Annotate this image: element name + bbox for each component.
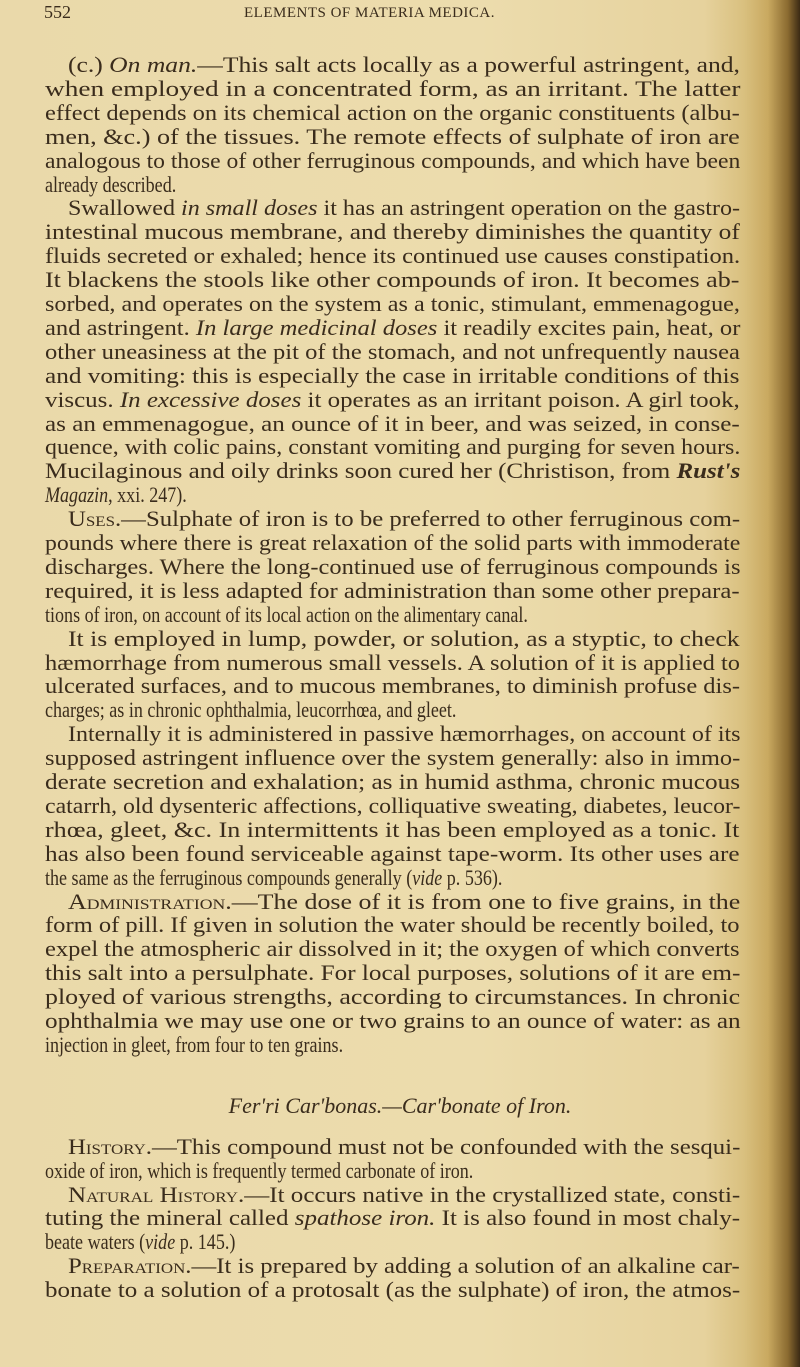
text-segment: has also been found serviceable against tape-worm. Its other uses are <box>45 840 740 866</box>
text-segment: It is also found in most chaly- <box>435 1205 741 1231</box>
text-segment: effect depends on its chemical action on the organic constituents (albu- <box>45 99 740 125</box>
text-segment: analogous to those of other ferruginous compounds, and which have been <box>45 147 741 173</box>
text-segment: the same as the ferruginous compounds generally ( <box>45 864 413 890</box>
text-line <box>68 1135 740 1159</box>
text-segment: derate secretion and exhalation; as in humid asthma, chronic mucous <box>45 769 741 794</box>
text-segment: and astringent. <box>45 314 196 340</box>
text-segment: and vomiting: this is especially the case in irritable conditions of this <box>45 362 740 388</box>
text-segment: discharges. Where the long-continued use of ferruginous compounds is <box>45 553 741 579</box>
text-segment: It is employed in lump, powder, or solution, as a styptic, to check <box>68 625 740 651</box>
text-segment: Magazin <box>45 482 109 508</box>
text-line <box>45 985 740 1009</box>
text-segment: expel the atmospheric air dissolved in it; the oxygen of which converts <box>45 936 740 962</box>
text-segment: as an emmenagogue, an ounce of it in beer, and was seized, in conse- <box>45 410 740 436</box>
text-line <box>45 412 740 436</box>
text-line <box>45 316 740 340</box>
text-line <box>45 579 740 603</box>
text-line <box>45 1230 235 1254</box>
text-segment: men, &c.) of the tissues. The remote effects of sulphate of iron are <box>45 123 740 149</box>
text-segment: .—Sulphate of iron is to be preferred to other ferruginous com- <box>114 506 741 532</box>
running-title: ELEMENTS OF MATERIA MEDICA. <box>244 5 496 21</box>
text-line <box>45 483 187 507</box>
text-segment: when employed in a concentrated form, as an irritant. The latter <box>45 75 741 101</box>
text-segment: Natural History <box>68 1181 239 1207</box>
text-segment: .—It occurs native in the crystallized state, consti- <box>238 1181 741 1207</box>
text-segment: ployed of various strengths, according to circumstances. In chronic <box>45 984 741 1010</box>
text-segment: Swallowed <box>68 195 182 221</box>
text-line <box>45 1033 343 1057</box>
text-segment: —This salt acts locally as a powerful astringent, and, <box>197 52 740 77</box>
text-segment: it operates as an irritant poison. A girl took, <box>301 386 740 412</box>
text-segment: it has an astringent operation on the gastro- <box>317 195 741 221</box>
text-segment: (c.) <box>68 52 110 77</box>
text-segment: vide <box>412 864 443 890</box>
text-line <box>45 459 740 483</box>
text-line <box>45 794 740 818</box>
text-segment: in small doses <box>181 195 318 221</box>
text-line <box>45 674 740 698</box>
text-line <box>68 1254 740 1278</box>
text-line <box>45 173 176 197</box>
text-segment: ophthalmia we may use one or two grains to an ounce of water: as an <box>45 1008 741 1033</box>
text-segment: bonate to a solution of a protosalt (as the sulphate) of iron, the atmos- <box>45 1276 741 1302</box>
text-segment: Preparation <box>68 1253 186 1278</box>
text-segment: charges; as in chronic ophthalmia, leucorrhœa, and gleet. <box>45 697 457 723</box>
text-segment: Internally it is administered in passive hæmorrhages, on account of its <box>68 721 741 747</box>
text-segment: .—This compound must not be confounded with the sesqui- <box>145 1134 741 1159</box>
text-segment: Administration <box>68 888 226 914</box>
text-line <box>45 913 740 937</box>
text-segment: already described. <box>45 171 177 197</box>
text-segment: p. 145.) <box>175 1229 236 1255</box>
text-line <box>45 866 502 890</box>
text-line <box>45 531 740 555</box>
text-line <box>45 937 740 961</box>
text-line <box>45 388 740 412</box>
text-line <box>68 722 741 746</box>
text-segment: It blackens the stools like other compounds of iron. It becomes ab- <box>45 267 740 293</box>
text-line <box>45 1206 740 1230</box>
text-segment: supposed astringent influence over the system generally: also in immo- <box>45 745 741 771</box>
text-segment: tions of iron, on account of its local action on the alimentary canal. <box>45 601 528 627</box>
section-title: Fer'ri Car'bonas.—Car'bonate of Iron. <box>228 1093 572 1118</box>
text-segment: spathose iron. <box>294 1205 436 1231</box>
text-line <box>45 770 740 794</box>
text-segment: vide <box>145 1229 176 1255</box>
text-segment: In excessive doses <box>119 386 302 412</box>
text-segment: catarrh, old dysenteric affections, colliquative sweating, diabetes, leucor- <box>45 792 741 818</box>
text-segment: p. 536). <box>442 864 503 890</box>
text-segment: form of pill. If given in solution the water should be recently boiled, to <box>45 912 740 938</box>
text-segment: viscus. <box>45 386 120 412</box>
text-line <box>68 196 740 220</box>
text-line <box>45 842 740 866</box>
text-line <box>45 555 740 579</box>
text-segment: In large medicinal doses <box>195 314 438 340</box>
text-line <box>45 818 739 842</box>
text-segment: sorbed, and operates on the system as a tonic, stimulant, emmenagogue, <box>45 291 740 316</box>
text-line <box>45 149 740 173</box>
text-segment: hæmorrhage from numerous small vessels. A solution of it is applied to <box>45 649 740 675</box>
text-line <box>45 220 740 244</box>
text-line <box>45 1159 473 1183</box>
text-segment: tuting the mineral called <box>45 1205 295 1231</box>
text-line <box>45 101 740 125</box>
text-segment: .—It is prepared by adding a solution of an alkaline car- <box>185 1253 740 1278</box>
text-line <box>68 507 740 531</box>
text-segment: other uneasiness at the pit of the stomach, and not unfrequently nausea <box>45 338 740 364</box>
text-line <box>45 1278 740 1302</box>
text-segment: it readily excites pain, heat, or <box>437 314 741 340</box>
text-segment: intestinal mucous membrane, and thereby diminishes the quantity of <box>45 219 740 245</box>
text-segment: ulcerated surfaces, and to mucous membranes, to diminish profuse dis- <box>45 673 741 699</box>
text-line <box>45 244 740 268</box>
text-line <box>45 364 739 388</box>
text-line <box>45 746 740 770</box>
text-segment: oxide of iron, which is frequently termed carbonate of iron. <box>45 1157 474 1183</box>
text-line <box>45 1009 741 1033</box>
text-line <box>45 651 740 675</box>
text-line <box>68 627 740 651</box>
text-segment: On man. <box>109 52 198 77</box>
text-line <box>45 77 740 101</box>
text-line <box>45 961 740 985</box>
text-line <box>68 53 740 77</box>
page-number: 552 <box>44 2 71 22</box>
text-segment: fluids secreted or exhaled; hence its continued use causes constipation. <box>45 243 741 269</box>
text-line <box>68 1183 740 1207</box>
text-line <box>45 435 740 459</box>
text-segment: Uses <box>68 506 115 532</box>
text-line <box>45 698 456 722</box>
text-line <box>45 603 528 627</box>
text-segment: this salt into a persulphate. For local purposes, solutions of it are em- <box>45 960 741 986</box>
page-header <box>44 2 740 26</box>
text-line <box>45 292 740 316</box>
text-line <box>68 890 740 914</box>
text-line <box>45 125 740 149</box>
text-segment: History <box>68 1134 146 1159</box>
text-segment: quence, with colic pains, constant vomiting and purging for seven hours. <box>45 434 741 460</box>
text-segment: rhœa, gleet, &c. In intermittents it has been employed as a tonic. It <box>45 816 740 842</box>
text-line <box>45 340 740 364</box>
text-segment: injection in gleet, from four to ten grains. <box>45 1031 344 1057</box>
text-segment: beate waters ( <box>45 1229 146 1255</box>
text-segment: .—The dose of it is from one to five grains, in the <box>225 888 741 914</box>
text-segment: required, it is less adapted for administration than some other prepara- <box>45 577 740 603</box>
text-segment: , xxi. 247). <box>108 482 187 508</box>
text-segment: Mucilaginous and oily drinks soon cured her (Christison, from <box>45 458 677 484</box>
text-segment: Rust's <box>676 458 741 484</box>
text-segment: pounds where there is great relaxation of the solid parts with immoderate <box>45 530 741 555</box>
text-line <box>45 268 739 292</box>
